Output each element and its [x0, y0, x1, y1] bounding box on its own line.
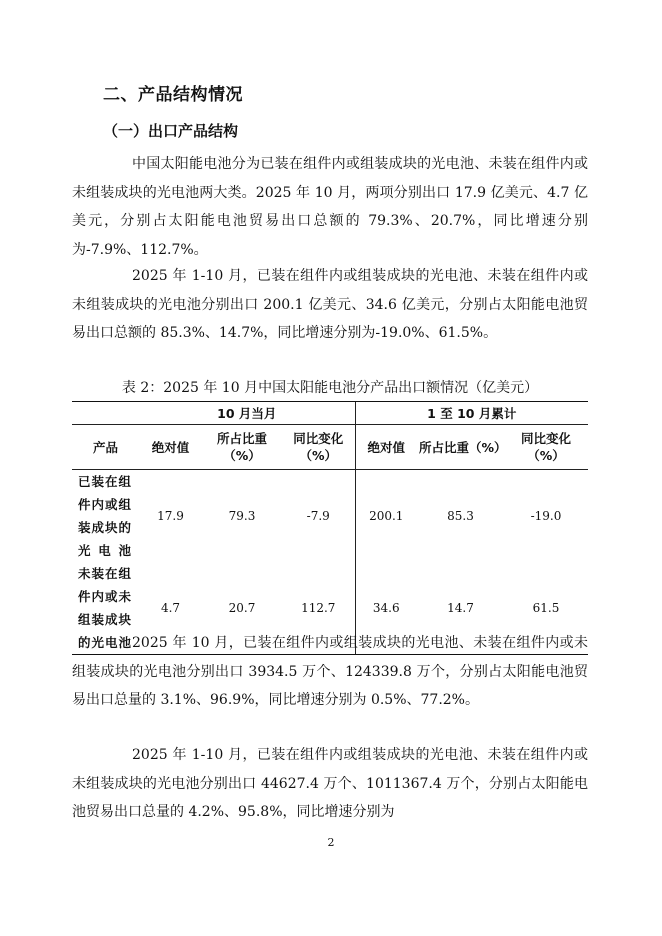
table-cell: 14.7	[417, 562, 504, 655]
subsection-heading: （一）出口产品结构	[103, 122, 239, 140]
table-caption: 表 2：2025 年 10 月中国太阳能电池分产品出口额情况（亿美元）	[121, 380, 539, 396]
group-header-month: 10 月当月	[139, 402, 355, 425]
column-header: 同比变化（%）	[282, 425, 355, 470]
table-group-header-row	[72, 402, 588, 425]
table-cell: 85.3	[417, 470, 504, 563]
table-cell: 61.5	[504, 562, 588, 655]
column-header: 产品	[72, 425, 139, 470]
paragraph-4: 2025 年 1-10 月，已装在组件内或组装成块的光电池、未装在组件内或未组装成块的光电池分别出口 44627.4 万个、1011367.4 万个，分别占太阳能电池贸易出口总量的 4.2%、95.8%，同比增速分别为	[72, 747, 588, 820]
table-cell: 4.7	[139, 562, 202, 655]
group-header-blank	[72, 402, 139, 425]
column-header: 绝对值	[139, 425, 202, 470]
section-heading: 二、产品结构情况	[103, 85, 243, 105]
group-header-cumulative: 1 至 10 月累计	[355, 402, 588, 425]
column-header: 同比变化（%）	[504, 425, 588, 470]
row-product-name: 已装在组件内或组装成块的光电池	[72, 470, 139, 563]
table-cell: 34.6	[355, 562, 417, 655]
table-cell: 200.1	[355, 470, 417, 563]
table-cell: -7.9	[282, 470, 355, 563]
table-cell: 20.7	[202, 562, 282, 655]
paragraph-2: 2025 年 1-10 月，已装在组件内或组装成块的光电池、未装在组件内或未组装成块的光电池分别出口 200.1 亿美元、34.6 亿美元，分别占太阳能电池贸易出口总额的 85.3%、14.7%，同比增速分别为-19.0%、61.5%。	[72, 268, 588, 341]
page-number: 2	[327, 836, 335, 849]
export-table	[72, 401, 588, 655]
table-column-header-row	[72, 425, 588, 470]
paragraph-3: 2025 年 10 月，已装在组件内或组装成块的光电池、未装在组件内或未组装成块的光电池分别出口 3934.5 万个、124339.8 万个，分别占太阳能电池贸易出口总量的 3.1%、96.9%，同比增速分别为 0.5%、77.2%。	[72, 635, 588, 708]
paragraph-1: 中国太阳能电池分为已装在组件内或组装成块的光电池、未装在组件内或未组装成块的光电池两大类。2025 年 10 月，两项分别出口 17.9 亿美元、4.7 亿美元，分别占太阳能电池贸易出口总额的 79.3%、20.7%，同比增速分别为-7.9%、112.7%。	[72, 156, 588, 258]
column-header: 所占比重（%）	[202, 425, 282, 470]
column-header: 绝对值	[355, 425, 417, 470]
table-cell: 79.3	[202, 470, 282, 563]
table-cell: -19.0	[504, 470, 588, 563]
table-cell: 17.9	[139, 470, 202, 563]
table-row	[72, 470, 588, 563]
table-cell: 112.7	[282, 562, 355, 655]
column-header: 所占比重（%）	[417, 425, 504, 470]
row-product-name: 未装在组件内或未组装成块的光电池	[72, 562, 139, 655]
